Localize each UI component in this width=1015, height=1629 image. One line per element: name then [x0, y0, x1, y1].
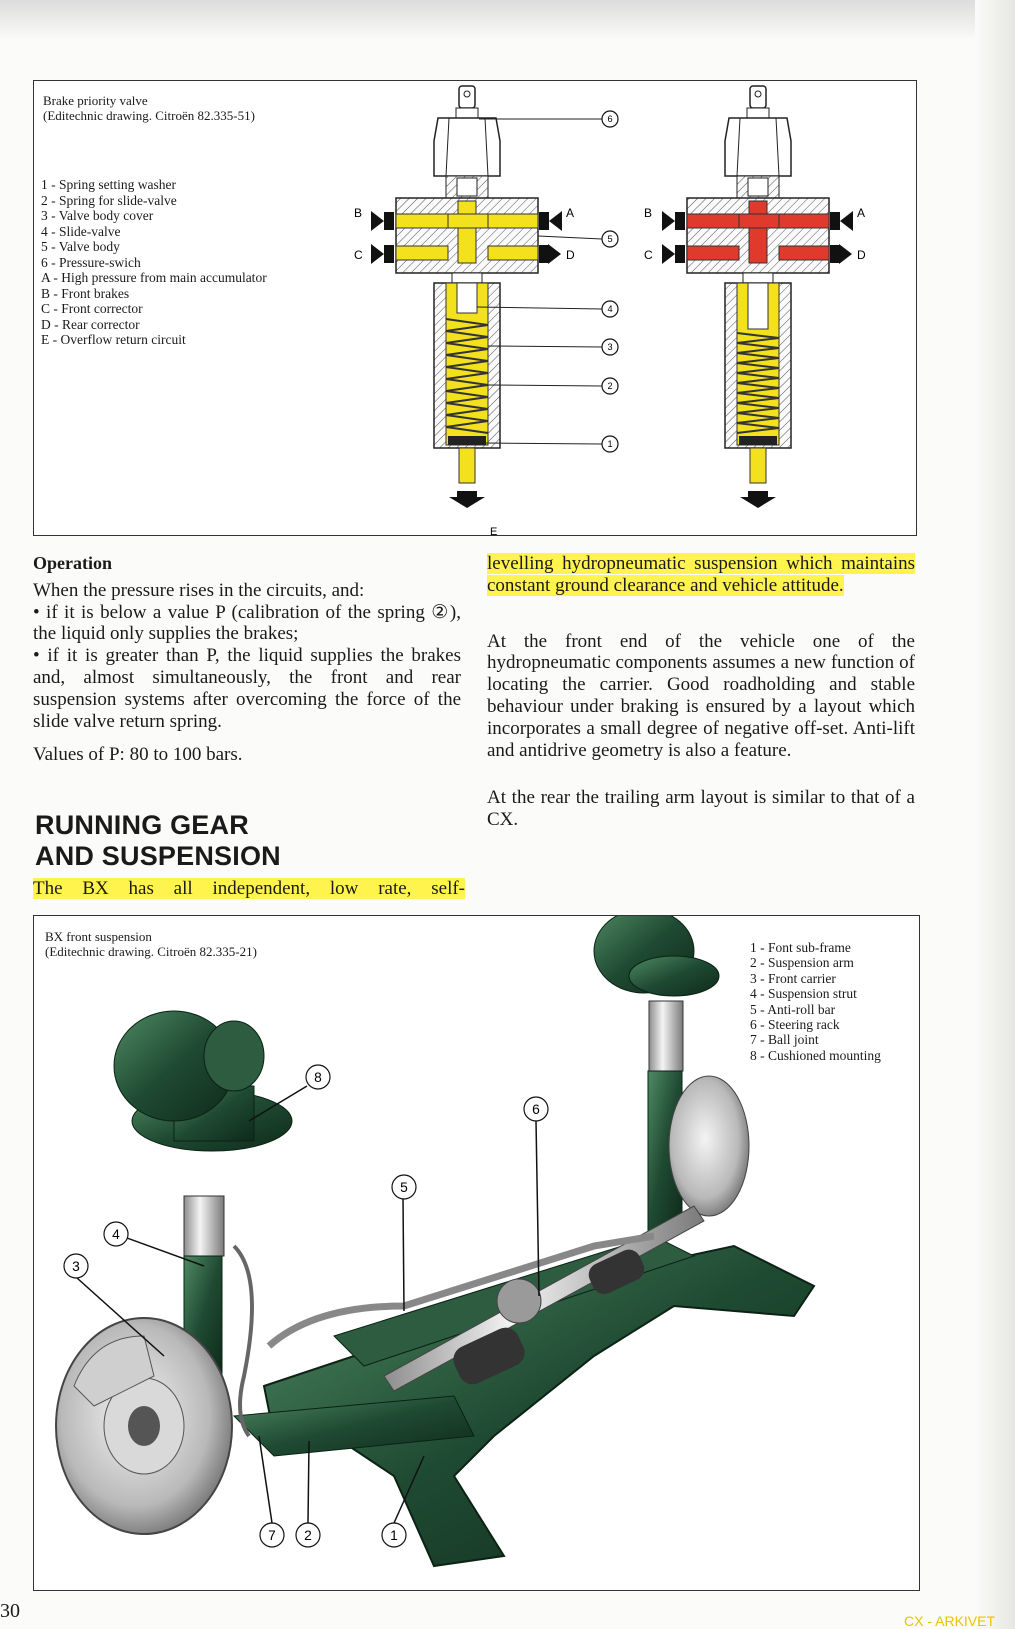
legend-item: 2 - Suspension arm: [750, 955, 854, 971]
legend-item: 7 - Ball joint: [750, 1032, 819, 1048]
valve-left: [354, 86, 575, 537]
callout-number: 1: [607, 439, 613, 450]
callout-number: 5: [400, 1179, 408, 1195]
highlight-span: levelling hydropneumatic suspension which maintains constant ground clearance and vehicle attitude.: [487, 553, 915, 596]
page-edge-shadow: [975, 0, 1015, 1629]
callout-number: 3: [607, 342, 613, 353]
legend-item: 1 - Spring setting washer: [41, 177, 176, 192]
port-label-b: B: [354, 206, 363, 220]
paragraph-front-end: At the front end of the vehicle one of the hydropneumatic components assumes a new function of locating the carrier. Good roadholding and stable behaviour under braking is ensured by a layout which incorporates a small degree of negative off-set. Anti-lift and antidrive geometry is also a feature.: [487, 630, 915, 761]
highlighted-intro-right: [487, 553, 915, 597]
legend-item: 1 - Font sub-frame: [750, 940, 851, 955]
valve-drawing: [34, 81, 918, 537]
port-label-a: A: [857, 206, 866, 220]
legend-item: E - Overflow return circuit: [41, 332, 186, 347]
watermark: CX - ARKIVET: [904, 1613, 996, 1629]
callout-number: 6: [532, 1101, 540, 1117]
figure-title: BX front suspension: [45, 929, 152, 944]
callout-number: 1: [390, 1527, 398, 1543]
page-scan-shadow: [0, 0, 1015, 40]
legend-item: 5 - Anti-roll bar: [750, 1001, 836, 1017]
callout-markers: [602, 111, 618, 452]
suspension-drawing: [34, 916, 921, 1592]
callout-number: 8: [314, 1069, 322, 1085]
operation-intro: When the pressure rises in the circuits, and:: [33, 579, 365, 601]
callout-number: 7: [268, 1527, 276, 1543]
section-title: [35, 810, 281, 872]
valve-right: [644, 86, 866, 508]
legend-item: A - High pressure from main accumulator: [41, 270, 267, 285]
port-label-c: C: [644, 248, 653, 262]
figure-source: (Editechnic drawing. Citroën 82.335-51): [43, 108, 255, 123]
callout-number: 4: [112, 1226, 120, 1242]
section-title-line-1: RUNNING GEAR: [35, 810, 249, 840]
port-label-c: C: [354, 248, 363, 262]
legend-item: 3 - Front carrier: [750, 970, 836, 986]
port-label-e: E: [490, 526, 498, 537]
port-label-a: A: [566, 206, 575, 220]
figure-title: Brake priority valve: [43, 93, 148, 108]
legend-item: 8 - Cushioned mounting: [750, 1047, 881, 1063]
legend-item: 2 - Spring for slide-valve: [41, 192, 177, 208]
operation-heading: Operation: [33, 553, 112, 573]
left-text-column: [33, 553, 461, 766]
paragraph-rear: At the rear the trailing arm layout is similar to that of a CX.: [487, 787, 915, 831]
section-title-line-2: AND SUSPENSION: [35, 841, 281, 871]
callout-number: 4: [607, 304, 613, 315]
right-text-column: [487, 553, 915, 831]
legend-item: C - Front corrector: [41, 301, 143, 316]
legend-item: 6 - Pressure-swich: [41, 254, 141, 270]
legend-item: 4 - Slide-valve: [41, 223, 121, 239]
callout-number: 3: [72, 1258, 80, 1274]
page-number: 30: [0, 1600, 20, 1622]
legend-item: 3 - Valve body cover: [41, 208, 154, 223]
legend-item: D - Rear corrector: [41, 316, 140, 332]
legend-item: B - Front brakes: [41, 285, 130, 301]
port-label-d: D: [857, 248, 866, 262]
callout-number: 6: [607, 114, 613, 125]
highlighted-intro-left: The BX has all independent, low rate, self-: [33, 878, 465, 899]
legend-item: 4 - Suspension strut: [750, 986, 857, 1002]
operation-bullet-1: • if it is below a value P (calibration of the spring ②), the liquid only supplies the brakes;: [33, 601, 461, 645]
operation-bullet-2: • if it is greater than P, the liquid supplies the brakes and, almost simultaneously, the front and rear suspension systems after overcoming the force of the slide valve return spring.: [33, 645, 461, 732]
callout-number: 5: [607, 234, 613, 245]
bx-front-suspension-figure: [33, 915, 920, 1591]
callout-number: 2: [607, 381, 613, 392]
port-label-d: D: [566, 248, 575, 262]
port-label-b: B: [644, 206, 653, 220]
figure-source: (Editechnic drawing. Citroën 82.335-21): [45, 944, 257, 959]
legend-item: 5 - Valve body: [41, 239, 120, 254]
brake-priority-valve-figure: [33, 80, 917, 536]
values-p: Values of P: 80 to 100 bars.: [33, 744, 243, 766]
callout-number: 2: [304, 1527, 312, 1543]
legend-item: 6 - Steering rack: [750, 1017, 840, 1033]
